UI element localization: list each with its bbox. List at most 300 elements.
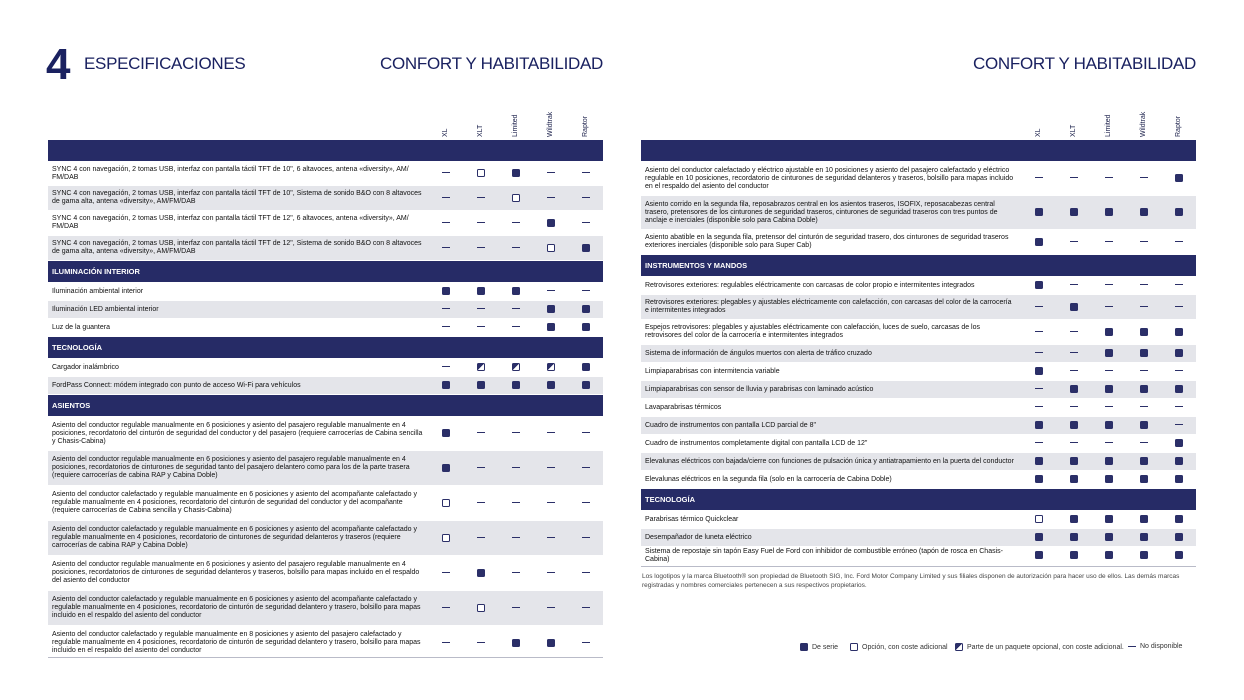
trim-cell-wildtrak	[533, 236, 568, 261]
standard-icon	[547, 639, 555, 647]
standard-icon	[512, 381, 520, 389]
trim-cell-wildtrak	[533, 377, 568, 395]
optional-icon	[512, 194, 520, 202]
trim-cell-limited	[498, 626, 533, 661]
trim-cell-xlt	[463, 236, 498, 261]
not-available-icon	[1105, 442, 1113, 443]
trim-cell-raptor	[1161, 320, 1196, 345]
not-available-icon	[442, 366, 450, 367]
not-available-icon	[1105, 284, 1113, 285]
trim-cell-xl	[428, 521, 463, 556]
trim-cell-xl	[1021, 363, 1056, 381]
trim-cell-limited	[498, 162, 533, 186]
standard-icon	[1070, 551, 1078, 559]
trim-cell-raptor	[1161, 381, 1196, 399]
table-row	[641, 345, 1196, 363]
standard-icon	[547, 323, 555, 331]
not-available-icon	[442, 326, 450, 327]
standard-icon	[800, 643, 808, 651]
trim-cell-xlt	[463, 486, 498, 521]
trim-cell-xl	[428, 451, 463, 486]
trim-cell-raptor	[1161, 417, 1196, 435]
legend-label: Opción, con coste adicional	[862, 643, 948, 651]
column-header-wildtrak: Wildtrak	[547, 111, 554, 137]
trim-cell-raptor	[568, 283, 603, 301]
trim-cell-wildtrak	[1126, 511, 1161, 529]
column-header-raptor: Raptor	[582, 115, 589, 137]
trim-cell-wildtrak	[533, 359, 568, 377]
trim-cell-xlt	[463, 283, 498, 301]
standard-icon	[1105, 515, 1113, 523]
trim-cell-limited	[1091, 529, 1126, 547]
right-page-title: CONFORT Y HABITABILIDAD	[973, 54, 1196, 73]
trim-cell-xl	[428, 283, 463, 301]
optional-icon	[477, 604, 485, 612]
trim-cell-xl	[428, 626, 463, 661]
standard-icon	[1070, 303, 1078, 311]
trim-cell-xl	[1021, 162, 1056, 196]
not-available-icon	[582, 172, 590, 173]
table-row	[641, 529, 1196, 547]
trim-cell-xl	[1021, 471, 1056, 489]
standard-icon	[1035, 533, 1043, 541]
trim-cell-limited	[498, 319, 533, 337]
feature-label: Sistema de repostaje sin tapón Easy Fuel de Ford con inhibidor de combustible erróneo (tapón de rosca en Chasis-Cabina)	[641, 547, 1021, 565]
right-spec-table	[641, 140, 1196, 565]
feature-label: Retrovisores exteriores: plegables y ajustables eléctricamente con calefacción, con carcasas del color de la carrocería e intermitentes integrados	[641, 295, 1021, 320]
trim-cell-wildtrak	[1126, 435, 1161, 453]
package-icon	[547, 363, 555, 371]
standard-icon	[582, 381, 590, 389]
not-available-icon	[547, 502, 555, 503]
section-header-row	[48, 261, 603, 283]
trim-cell-xlt	[1056, 511, 1091, 529]
trim-cell-raptor	[1161, 399, 1196, 417]
trim-cell-xlt	[463, 162, 498, 186]
standard-icon	[1105, 421, 1113, 429]
trim-cell-xlt	[463, 186, 498, 211]
feature-label: Desempañador de luneta eléctrico	[641, 529, 1021, 547]
standard-icon	[1175, 174, 1183, 182]
trim-cell-limited	[498, 521, 533, 556]
trim-cell-xlt	[1056, 277, 1091, 295]
trim-cell-limited	[498, 186, 533, 211]
standard-icon	[1105, 551, 1113, 559]
not-available-icon	[1140, 406, 1148, 407]
not-available-icon	[442, 642, 450, 643]
not-available-icon	[582, 467, 590, 468]
trim-cell-raptor	[1161, 435, 1196, 453]
trim-cell-raptor	[568, 377, 603, 395]
standard-icon	[442, 381, 450, 389]
column-header-wildtrak: Wildtrak	[1140, 111, 1147, 137]
trim-cell-xlt	[463, 591, 498, 626]
not-available-icon	[547, 607, 555, 608]
not-available-icon	[477, 467, 485, 468]
not-available-icon	[1035, 306, 1043, 307]
trim-cell-xlt	[463, 451, 498, 486]
standard-icon	[582, 244, 590, 252]
not-available-icon	[547, 467, 555, 468]
trim-cell-limited	[1091, 453, 1126, 471]
trim-cell-raptor	[1161, 471, 1196, 489]
feature-label: FordPass Connect: módem integrado con punto de acceso Wi-Fi para vehículos	[48, 377, 428, 395]
table-row	[48, 359, 603, 377]
not-available-icon	[512, 222, 520, 223]
standard-icon	[477, 381, 485, 389]
trim-cell-wildtrak	[1126, 230, 1161, 255]
column-header-limited: Limited	[512, 114, 519, 137]
not-available-icon	[477, 502, 485, 503]
feature-label: Lavaparabrisas térmicos	[641, 399, 1021, 417]
trim-cell-raptor	[1161, 196, 1196, 230]
legend-label: De serie	[812, 643, 839, 651]
feature-label: SYNC 4 con navegación, 2 tomas USB, interfaz con pantalla táctil TFT de 10", 6 altavoces, antena «diversity», AM/ FM/DAB	[48, 162, 428, 186]
trim-cell-xl	[1021, 511, 1056, 529]
standard-icon	[1070, 457, 1078, 465]
not-available-icon	[582, 222, 590, 223]
table-row	[48, 521, 603, 556]
standard-icon	[1175, 475, 1183, 483]
standard-icon	[1140, 349, 1148, 357]
column-header-xl: XL	[442, 128, 449, 137]
feature-label: Asiento corrido en la segunda fila, reposabrazos central en los asientos traseros, ISOFIX, reposacabezas central trasero, pretensores de los cinturones de seguridad traseros, cinturones de seguridad traseros con tres puntos de anclaje e inerciales (disponible solo para Cabina Doble)	[641, 196, 1021, 230]
legend-item	[955, 643, 1124, 651]
standard-icon	[442, 464, 450, 472]
table-row	[48, 417, 603, 451]
not-available-icon	[1035, 388, 1043, 389]
trim-cell-xlt	[1056, 162, 1091, 196]
not-available-icon	[547, 197, 555, 198]
column-header-raptor: Raptor	[1175, 115, 1182, 137]
trim-cell-xlt	[463, 319, 498, 337]
trim-cell-wildtrak	[1126, 295, 1161, 320]
left-bottom-rule	[48, 657, 603, 658]
feature-label: Asiento del conductor regulable manualmente en 6 posiciones y asiento del pasajero regulable manualmente en 4 posiciones, recordatorios de cinturones de seguridad tanto del pasajero delantero como para los de la parte trasera (requiere carrocerías de cabina RAP y Cabina Doble)	[48, 451, 428, 486]
standard-icon	[1140, 457, 1148, 465]
table-row	[641, 277, 1196, 295]
standard-icon	[442, 429, 450, 437]
table-row	[641, 547, 1196, 565]
not-available-icon	[1175, 241, 1183, 242]
section-header-label: TECNOLOGÍA	[48, 337, 603, 359]
standard-icon	[1035, 551, 1043, 559]
not-available-icon	[1175, 424, 1183, 425]
standard-icon	[1070, 533, 1078, 541]
table-row	[48, 556, 603, 591]
not-available-icon	[582, 572, 590, 573]
table-row	[48, 236, 603, 261]
trim-cell-raptor	[568, 451, 603, 486]
optional-icon	[1035, 515, 1043, 523]
table-row	[641, 471, 1196, 489]
not-available-icon	[582, 502, 590, 503]
trim-cell-raptor	[1161, 511, 1196, 529]
optional-icon	[547, 244, 555, 252]
feature-label: Cuadro de instrumentos con pantalla LCD parcial de 8"	[641, 417, 1021, 435]
trim-cell-xl	[1021, 277, 1056, 295]
legend-label: Parte de un paquete opcional, con coste adicional.	[967, 643, 1124, 651]
standard-icon	[1035, 457, 1043, 465]
trim-cell-limited	[1091, 417, 1126, 435]
trim-cell-xlt	[1056, 230, 1091, 255]
trim-cell-xl	[1021, 320, 1056, 345]
trim-cell-limited	[1091, 471, 1126, 489]
trim-cell-limited	[498, 591, 533, 626]
trim-cell-xlt	[463, 521, 498, 556]
trim-cell-xlt	[463, 301, 498, 319]
standard-icon	[512, 287, 520, 295]
not-available-icon	[547, 572, 555, 573]
package-icon	[477, 363, 485, 371]
not-available-icon	[1070, 331, 1078, 332]
trim-cell-raptor	[568, 162, 603, 186]
trim-cell-wildtrak	[1126, 529, 1161, 547]
not-available-icon	[512, 308, 520, 309]
trim-cell-raptor	[1161, 345, 1196, 363]
table-row	[48, 211, 603, 236]
trim-cell-xlt	[1056, 196, 1091, 230]
package-icon	[512, 363, 520, 371]
standard-icon	[1175, 439, 1183, 447]
standard-icon	[512, 169, 520, 177]
standard-icon	[1175, 515, 1183, 523]
standard-icon	[512, 639, 520, 647]
not-available-icon	[547, 537, 555, 538]
trim-cell-xlt	[1056, 320, 1091, 345]
not-available-icon	[477, 308, 485, 309]
not-available-icon	[1140, 306, 1148, 307]
feature-label: Limpiaparabrisas con sensor de lluvia y parabrisas con laminado acústico	[641, 381, 1021, 399]
not-available-icon	[582, 537, 590, 538]
standard-icon	[1035, 238, 1043, 246]
not-available-icon	[477, 197, 485, 198]
not-available-icon	[1035, 406, 1043, 407]
trim-cell-xl	[428, 301, 463, 319]
trim-cell-xl	[428, 377, 463, 395]
not-available-icon	[1035, 331, 1043, 332]
table-row	[641, 162, 1196, 196]
trim-cell-raptor	[568, 319, 603, 337]
not-available-icon	[442, 197, 450, 198]
section-header-label	[641, 140, 1196, 162]
trim-cell-limited	[1091, 399, 1126, 417]
not-available-icon	[1070, 241, 1078, 242]
section-header-row	[641, 140, 1196, 162]
feature-label: Luz de la guantera	[48, 319, 428, 337]
standard-icon	[1035, 281, 1043, 289]
legend-item	[1128, 643, 1182, 650]
standard-icon	[1105, 533, 1113, 541]
trim-cell-xl	[428, 359, 463, 377]
standard-icon	[1105, 328, 1113, 336]
not-available-icon	[1070, 406, 1078, 407]
section-header-row	[641, 489, 1196, 511]
trim-cell-xl	[428, 319, 463, 337]
trim-cell-raptor	[1161, 453, 1196, 471]
trim-cell-wildtrak	[1126, 417, 1161, 435]
not-available-icon	[512, 432, 520, 433]
trim-cell-xl	[1021, 547, 1056, 565]
trim-cell-xl	[1021, 295, 1056, 320]
not-available-icon	[442, 247, 450, 248]
legend-label: No disponible	[1140, 643, 1183, 650]
trim-cell-raptor	[568, 186, 603, 211]
trim-cell-wildtrak	[1126, 320, 1161, 345]
not-available-icon	[1070, 177, 1078, 178]
trim-cell-wildtrak	[533, 211, 568, 236]
trim-cell-wildtrak	[1126, 345, 1161, 363]
trim-cell-raptor	[568, 301, 603, 319]
table-row	[641, 230, 1196, 255]
trim-cell-raptor	[568, 417, 603, 451]
not-available-icon	[547, 290, 555, 291]
trim-cell-wildtrak	[533, 319, 568, 337]
standard-icon	[1070, 515, 1078, 523]
standard-icon	[1070, 208, 1078, 216]
trim-cell-limited	[498, 451, 533, 486]
trim-cell-xlt	[463, 626, 498, 661]
trim-cell-limited	[1091, 511, 1126, 529]
not-available-icon	[1140, 284, 1148, 285]
not-available-icon	[512, 607, 520, 608]
not-available-icon	[1128, 646, 1136, 647]
trim-cell-xlt	[1056, 435, 1091, 453]
trim-cell-wildtrak	[533, 451, 568, 486]
table-row	[641, 417, 1196, 435]
standard-icon	[547, 305, 555, 313]
trim-cell-xlt	[1056, 399, 1091, 417]
trim-cell-raptor	[568, 556, 603, 591]
table-row	[641, 453, 1196, 471]
trim-cell-raptor	[1161, 277, 1196, 295]
standard-icon	[1035, 475, 1043, 483]
not-available-icon	[477, 537, 485, 538]
trim-cell-wildtrak	[533, 162, 568, 186]
trim-cell-xl	[428, 186, 463, 211]
standard-icon	[1140, 533, 1148, 541]
trim-cell-limited	[498, 359, 533, 377]
trim-cell-limited	[1091, 381, 1126, 399]
trim-cell-xlt	[1056, 471, 1091, 489]
not-available-icon	[1175, 306, 1183, 307]
not-available-icon	[477, 432, 485, 433]
standard-icon	[1140, 421, 1148, 429]
trim-cell-wildtrak	[533, 556, 568, 591]
section-header-row	[48, 140, 603, 162]
footnote: Los logotipos y la marca Bluetooth® son propiedad de Bluetooth SIG, Inc. Ford Motor Company Limited y sus filiales disponen de autorización para hacer uso de ellos. Las demás marcas registradas y nombres comerciales pertenecen a sus respectivos propietarios.	[642, 573, 1180, 589]
table-row	[48, 186, 603, 211]
not-available-icon	[1070, 352, 1078, 353]
standard-icon	[1105, 475, 1113, 483]
table-row	[641, 511, 1196, 529]
trim-cell-xl	[428, 486, 463, 521]
trim-cell-limited	[1091, 363, 1126, 381]
not-available-icon	[512, 537, 520, 538]
not-available-icon	[442, 607, 450, 608]
trim-cell-xl	[428, 417, 463, 451]
trim-cell-limited	[1091, 345, 1126, 363]
trim-cell-xlt	[463, 417, 498, 451]
trim-cell-limited	[498, 236, 533, 261]
trim-cell-xlt	[1056, 453, 1091, 471]
table-row	[641, 320, 1196, 345]
optional-icon	[442, 534, 450, 542]
feature-label: Asiento del conductor calefactado y regulable manualmente en 6 posiciones y asiento del acompañante calefactado y regulable manualmente en 4 posiciones, recordatorio de cinturón de seguridad delantero y trasero, bolsillo para mapas incluido en el respaldo del asiento del conductor	[48, 591, 428, 626]
trim-cell-wildtrak	[533, 626, 568, 661]
standard-icon	[1175, 551, 1183, 559]
not-available-icon	[512, 326, 520, 327]
standard-icon	[1175, 385, 1183, 393]
table-row	[48, 283, 603, 301]
standard-icon	[1105, 208, 1113, 216]
not-available-icon	[582, 432, 590, 433]
not-available-icon	[442, 308, 450, 309]
trim-cell-wildtrak	[533, 283, 568, 301]
section-header-label: INSTRUMENTOS Y MANDOS	[641, 255, 1196, 277]
trim-cell-raptor	[1161, 529, 1196, 547]
table-row	[641, 381, 1196, 399]
standard-icon	[442, 287, 450, 295]
trim-cell-wildtrak	[533, 186, 568, 211]
not-available-icon	[1175, 370, 1183, 371]
trim-cell-xl	[1021, 529, 1056, 547]
trim-cell-raptor	[1161, 363, 1196, 381]
right-bottom-rule	[641, 566, 1196, 567]
trim-cell-limited	[1091, 230, 1126, 255]
not-available-icon	[582, 607, 590, 608]
optional-icon	[442, 499, 450, 507]
standard-icon	[547, 381, 555, 389]
standard-icon	[1140, 208, 1148, 216]
not-available-icon	[547, 432, 555, 433]
not-available-icon	[1035, 177, 1043, 178]
table-row	[48, 377, 603, 395]
not-available-icon	[477, 247, 485, 248]
trim-cell-wildtrak	[1126, 471, 1161, 489]
feature-label: Asiento del conductor calefactado y eléctrico ajustable en 10 posiciones y asiento del pasajero calefactado y eléctrico regulable en 10 posiciones, recordatorio de cinturones de seguridad delanteros y traseros, bolsillo para mapas incluido en el respaldo del asiento del conductor	[641, 162, 1021, 196]
trim-cell-wildtrak	[1126, 363, 1161, 381]
feature-label: Limpiaparabrisas con intermitencia variable	[641, 363, 1021, 381]
standard-icon	[1105, 385, 1113, 393]
trim-cell-limited	[498, 283, 533, 301]
table-row	[48, 451, 603, 486]
standard-icon	[1175, 208, 1183, 216]
not-available-icon	[582, 290, 590, 291]
trim-cell-xlt	[1056, 529, 1091, 547]
not-available-icon	[512, 467, 520, 468]
table-row	[48, 626, 603, 661]
feature-label: SYNC 4 con navegación, 2 tomas USB, interfaz con pantalla táctil TFT de 12", 6 altavoces, antena «diversity», AM/ FM/DAB	[48, 211, 428, 236]
trim-cell-wildtrak	[1126, 381, 1161, 399]
feature-label: Retrovisores exteriores: regulables eléctricamente con carcasas de color propio e intermitentes integrados	[641, 277, 1021, 295]
not-available-icon	[1035, 352, 1043, 353]
trim-cell-xl	[1021, 435, 1056, 453]
trim-cell-xlt	[463, 359, 498, 377]
trim-cell-wildtrak	[533, 417, 568, 451]
trim-cell-raptor	[568, 626, 603, 661]
standard-icon	[1140, 385, 1148, 393]
trim-cell-raptor	[568, 211, 603, 236]
trim-cell-xl	[1021, 399, 1056, 417]
table-row	[48, 301, 603, 319]
trim-cell-limited	[1091, 547, 1126, 565]
not-available-icon	[1105, 306, 1113, 307]
feature-label: Sistema de información de ángulos muertos con alerta de tráfico cruzado	[641, 345, 1021, 363]
table-row	[641, 435, 1196, 453]
trim-cell-raptor	[1161, 230, 1196, 255]
trim-cell-raptor	[568, 236, 603, 261]
